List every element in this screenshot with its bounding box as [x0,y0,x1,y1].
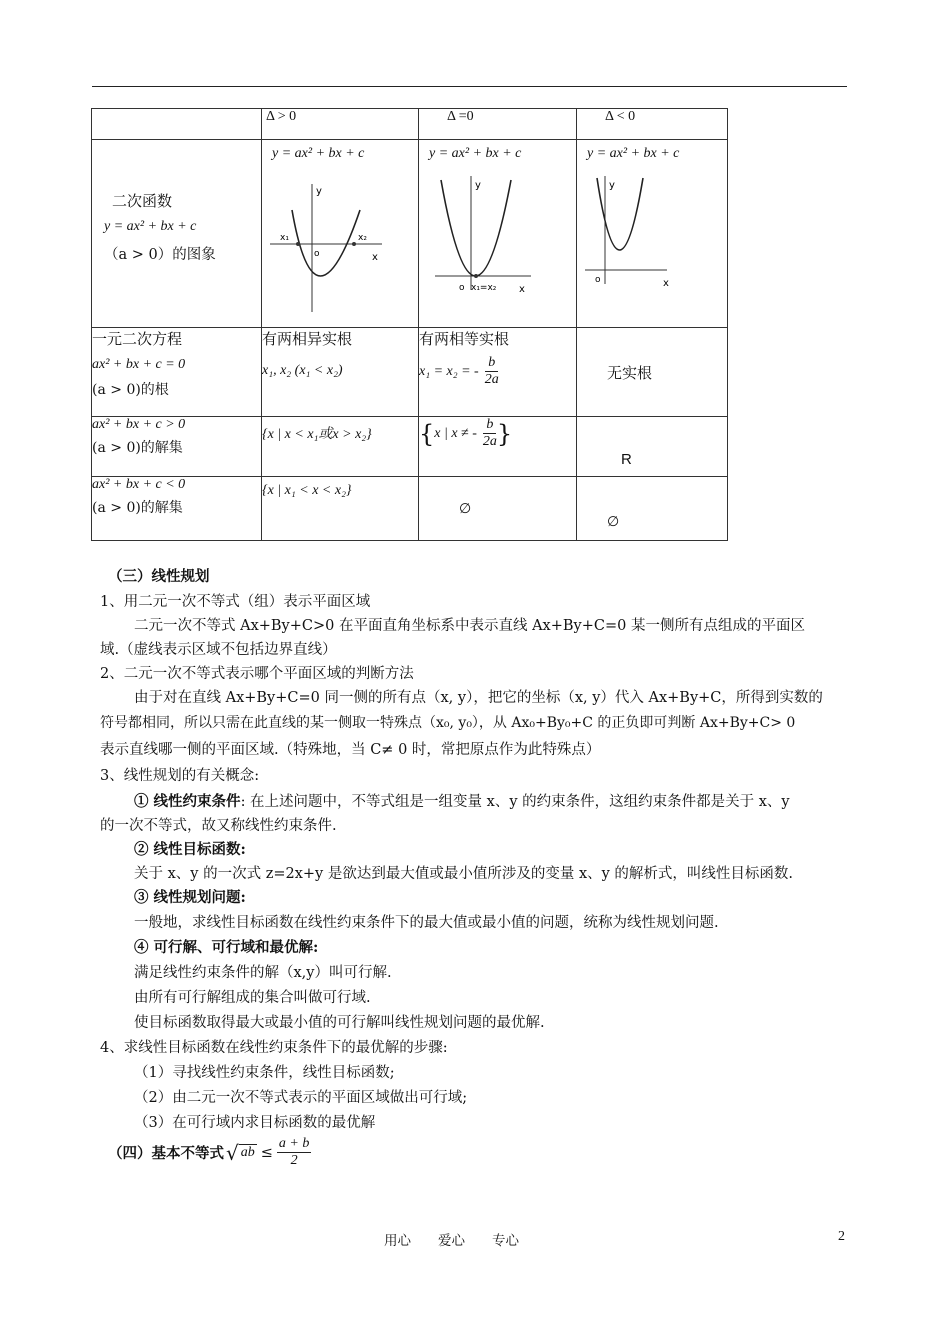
label-greater-formula: ax² + bx + c > 0 [92,417,186,432]
paragraph-line: 符号都相同，所以只需在此直线的某一侧取一特殊点（x₀, y₀），从 Ax₀+By₀+C 的正负即可判断 Ax+By+C> 0 [100,715,796,731]
graph2-origin-label: o [459,283,465,293]
paragraph-line: 使目标函数取得最大或最小值的可行解叫线性规划问题的最优解. [134,1015,545,1031]
parabola-two-roots [292,210,360,276]
paragraph-line: 由于对在直线 Ax+By+C=0 同一侧的所有点（x, y），把它的坐标（x, y）代入 Ax+By+C，所得到实数的 [134,690,823,706]
fraction-denominator: 2a [484,372,499,387]
label-quadratic-formula: y = ax² + bx + c [104,219,197,234]
graph2-formula: y = ax² + bx + c [429,146,522,161]
sqrt-radicand: ab [240,1145,255,1160]
table-row-less [92,477,728,541]
graph-cell-two-roots [262,140,419,328]
label-quadratic-function: 二次函数 [112,192,173,210]
row-label-roots [92,328,262,417]
concept-objective-title: ② 线性目标函数: [134,841,246,858]
paragraph-line: 满足线性约束条件的解（x,y）叫可行解. [134,965,392,981]
graph2-y-label: y [475,180,481,191]
equal-roots-lhs: x₁ = x₂ = - [419,363,479,379]
header-delta-zero: Δ =0 [419,109,577,140]
step-item: （3）在可行域内求目标函数的最优解 [134,1115,376,1131]
root-x1 [296,242,300,246]
step-item: （2）由二元一次不等式表示的平面区域做出可行域; [134,1090,468,1106]
concept-problem-title: ③ 线性规划问题: [134,889,246,906]
graph3-formula: y = ax² + bx + c [587,146,680,161]
header-empty [92,109,262,140]
label-equation: 一元二次方程 [92,330,183,348]
graph-no-root [577,162,727,312]
section-basic-inequality [108,1136,311,1169]
paragraph-line: 由所有可行解组成的集合叫做可行域. [134,990,371,1006]
cell-less-two-roots [262,477,419,541]
concept-constraint-title: ① 线性约束条件 [134,793,241,810]
section-basic-inequality-title: （四）基本不等式 [108,1145,224,1162]
graph-cell-no-root [577,140,728,328]
two-distinct-roots-formula: x₁, x₂ (x₁ < x₂) [262,363,343,378]
graph2-x12-label: x₁=x₂ [471,283,497,293]
equal-roots-text: 有两相等实根 [419,330,510,348]
label-graph-of: （a > 0）的图象 [104,247,216,263]
left-brace: { [419,419,435,448]
step-item: （1）寻找线性约束条件，线性目标函数; [134,1065,395,1081]
right-brace: } [496,419,513,448]
fraction-numerator: b [483,417,496,434]
graph1-y-label: y [316,186,322,197]
table-header-row [92,109,728,140]
less-two-roots-set: {x | x₁ < x < x₂} [262,483,352,498]
header-rule [92,86,847,87]
graph1-x2-label: x₂ [358,233,367,243]
paragraph-line: 一般地，求线性目标函数在线性约束条件下的最大值或最小值的问题，统称为线性规划问题. [134,915,719,931]
cell-greater-no-roots: R [577,417,728,477]
sqrt-icon: √ [226,1140,239,1165]
label-greater-solution: (a > 0)的解集 [92,440,183,456]
root-x2 [352,242,356,246]
graph1-x1-label: x₁ [280,233,289,243]
greater-equal-roots-set [419,417,576,450]
parabola-double-root [441,180,511,276]
graph3-x-label: x [663,278,669,289]
equal-roots-fraction [485,355,499,388]
graph1-x-label: x [372,252,378,263]
greater-two-roots-set: {x | x < x₁或x > x₂} [262,427,372,442]
label-less-formula: ax² + bx + c < 0 [92,477,186,492]
page-number: 2 [838,1229,845,1244]
row-label-greater [92,417,262,477]
cell-equal-roots [419,328,577,417]
header-delta-positive: Δ > 0 [262,109,419,140]
fraction-numerator: b [485,355,498,372]
cell-no-real-roots: 无实根 [577,328,728,417]
graph-two-roots [262,162,418,312]
double-root-point [474,274,478,278]
paragraph-line: 4、求线性目标函数在线性约束条件下的最优解的步骤: [100,1040,448,1056]
fraction-denominator: 2a [482,434,497,449]
inequality-fraction [277,1136,311,1169]
row-label-less [92,477,262,541]
set-prefix: x | x ≠ - [434,425,477,441]
graph1-origin-label: o [314,249,320,259]
cell-less-equal-roots: ∅ [419,477,577,541]
cell-greater-equal-roots [419,417,577,477]
paragraph-line [134,790,790,811]
section-linear-programming-title: （三）线性规划 [108,568,210,585]
label-less-solution: (a > 0)的解集 [92,500,183,516]
parabola-no-root [597,178,643,250]
graph-cell-double-root [419,140,577,328]
concept-feasible-title: ④ 可行解、可行域和最优解: [134,939,319,956]
cell-greater-two-roots [262,417,419,477]
graph2-x-label: x [519,284,525,295]
set-fraction [483,417,497,450]
graph-double-root [419,162,576,312]
paragraph-line: 关于 x、y 的一次式 z=2x+y 是欲达到最大值或最小值所涉及的变量 x、y 的解析式，叫线性目标函数. [134,866,794,882]
label-roots-of: (a > 0)的根 [92,382,169,398]
concept-constraint-text: : 在上述问题中，不等式组是一组变量 x、y 的约束条件，这组约束条件都是关于 x、y [240,794,790,810]
cell-two-distinct-roots [262,328,419,417]
quadratic-table [91,108,728,541]
paragraph-line: 3、线性规划的有关概念: [100,768,260,784]
footer-motto: 用心 爱心 专心 [384,1233,519,1249]
graph3-y-label: y [609,180,615,191]
paragraph-line: 1、用二元一次不等式（组）表示平面区域 [100,594,371,610]
paragraph-line: 的一次不等式，故又称线性约束条件. [100,818,337,834]
table-row-roots [92,328,728,417]
fraction-denominator: 2 [290,1153,298,1168]
cell-less-no-roots: ∅ [577,477,728,541]
paragraph-line: 2、二元一次不等式表示哪个平面区域的判断方法 [100,666,414,682]
row-label-graph [92,140,262,328]
fraction-numerator: a + b [278,1136,310,1151]
two-distinct-roots-text: 有两相异实根 [262,330,353,348]
graph3-origin-label: o [595,275,601,285]
header-delta-negative: Δ < 0 [577,109,728,140]
table-row-graph [92,140,728,328]
label-equation-formula: ax² + bx + c = 0 [92,357,186,372]
paragraph-line: 域.（虚线表示区域不包括边界直线） [100,642,337,658]
paragraph-line: 表示直线哪一侧的平面区域.（特殊地，当 C≠ 0 时，常把原点作为此特殊点） [100,742,601,758]
less-equal-sign: ≤ [260,1144,273,1161]
graph1-formula: y = ax² + bx + c [272,146,365,161]
table-row-greater [92,417,728,477]
paragraph-line: 二元一次不等式 Ax+By+C>0 在平面直角坐标系中表示直线 Ax+By+C=0 某一侧所有点组成的平面区 [134,618,805,634]
equal-roots-formula [419,355,576,388]
